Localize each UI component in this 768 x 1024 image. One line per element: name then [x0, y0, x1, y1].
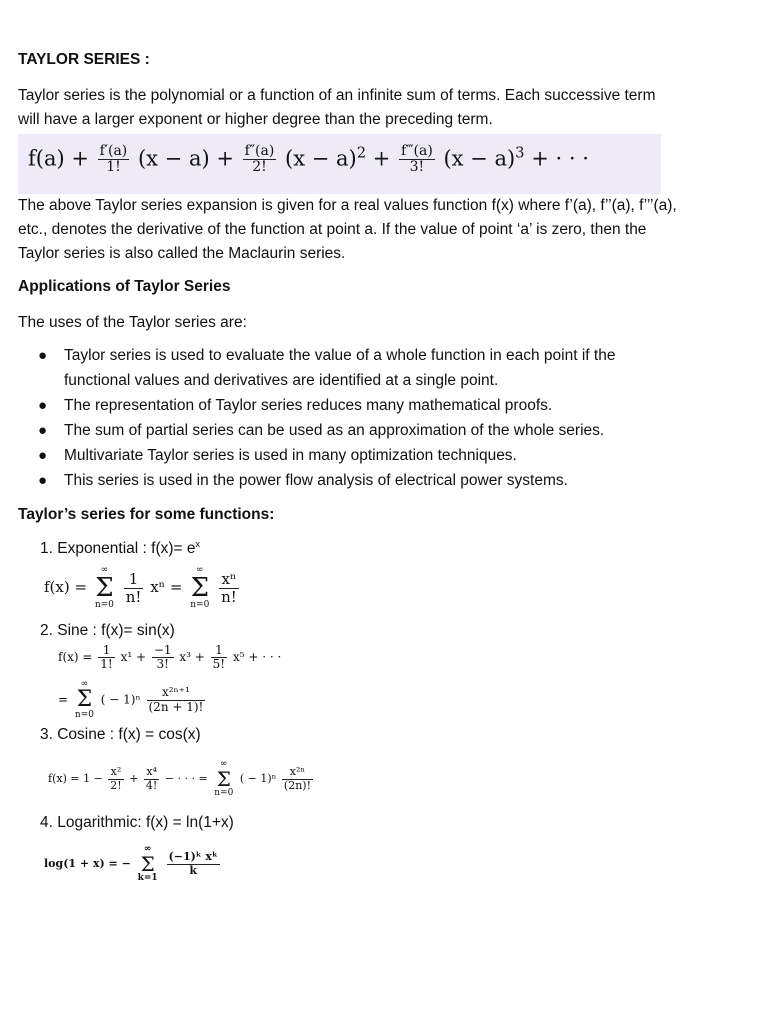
intro-paragraph: [18, 84, 753, 132]
sum-symbol: ∞ Σ k=1: [137, 844, 158, 883]
formula-fraction: $\frac{-1}{3!}$: [153, 643, 172, 672]
sine-formula-line-1: f(x) = $\frac{1}{1!}$ x¹ + $\frac{-1}{3!}$ x³ + $\frac{1}{5!}$ x⁵ + · · ·: [58, 643, 282, 672]
formula-fraction: $\frac{f‴(a)}{3!}$: [401, 143, 433, 176]
formula-fraction: $\frac{\text{x²}}{2!}$: [110, 765, 122, 792]
formula-fraction: $\frac{1}{1!}$: [100, 643, 113, 672]
formula-fraction: $\frac{1}{n!}$: [125, 570, 142, 606]
bullet-icon: ●: [38, 347, 48, 364]
formula-fraction: $\frac{\text{x⁴}}{4!}$: [145, 765, 158, 792]
function-label-logarithmic: 4. Logarithmic: f(x) = ln(1+x): [40, 814, 234, 831]
formula-fraction: $\frac{1}{5!}$: [212, 643, 226, 672]
cosine-formula: f(x) = 1 − $\frac{\text{x²}}{2!}$ + $\frac{\text{x⁴}}{4!}$ − · · · = ∞ Σ n=0 ( − 1)ⁿ $\frac{\text{x²ⁿ}}{(2n)!}$: [48, 759, 311, 798]
formula-term: (x − a): [285, 146, 357, 171]
formula-fraction: $\frac{\text{(−1)ᵏ xᵏ}}{k}$: [168, 850, 218, 877]
formula-term: f(a) +: [28, 146, 89, 171]
taylor-formula-box: [18, 134, 661, 194]
exponential-formula: f(x) = ∞ Σ n=0 $\frac{1}{n!}$ xⁿ = ∞ Σ n=0 $\frac{\text{xⁿ}}{n!}$: [44, 565, 237, 610]
explanation-line: etc., denotes the derivative of the function at point a. If the value of point ‘a’ is zero, then the: [18, 221, 647, 238]
explanation-line: Taylor series is also called the Maclaurin series.: [18, 245, 346, 262]
bullet-icon: ●: [38, 397, 48, 414]
formula-fraction: $\frac{\text{x²ⁿ⁺¹}}{(2n + 1)!}$: [148, 685, 204, 714]
sum-symbol: ∞ Σ n=0: [94, 565, 114, 610]
document-page: TAYLOR SERIES : Taylor series is the polynomial or a function of an infinite sum of terms. Each successive term will have a larger exponent or higher degree than the preceding term. f(a) + $\frac{f'(a)}{1!}$ (x − a) + $\frac{f''(a)}{2!}$ $(x - a)^2$ + $\frac{f‴(a)}{3!}$ $(x - a)^3$ + · · · The above Taylor series expansion is given for a real values function f(x) where f’(a), f’’(a), f’’’(a), etc., denotes the derivative of the function at point a. If the value of point ‘a’ is zero, then the Taylor series is also called the Maclaurin series. Applications of Taylor Series The uses of the Taylor series are: ● Taylor series is used to evaluate the value of a whole function in each point if the functional values and derivatives are identified at a single point. ● The representation of Taylor series reduces many mathematical proofs. ● The sum of partial series can be used as an approximation of the whole series. ● Multivariate Taylor series is used in many optimization techniques. ● This series is used in the power flow analysis of electrical power systems. Taylor’s series for some functions: 1. Exponential : $f(x)= e^x$ f(x) = ∞ Σ n=0 $\frac{1}{n!}$ xⁿ = ∞ Σ n=0 $\frac{\text{xⁿ}}{n!}$ 2. Sine : f(x)= sin(x) f(x) = $\frac{1}{1!}$ x¹ + $\frac{-1}{3!}$ x³ + $\frac{1}{5!}$ x⁵ + · · · = ∞ Σ n=0 ( − 1)ⁿ $\frac{\text{x²ⁿ⁺¹}}{(2n + 1)!}$ 3. Cosine : f(x) = cos(x) f(x) = 1 − $\frac{\text{x²}}{2!}$ + $\frac{\text{x⁴}}{4!}$ − · · · = ∞ Σ n=0 ( − 1)ⁿ $\frac{\text{x²ⁿ}}{(2n)!}$ 4. Logarithmic: f(x) = ln(1+x) log(1 + x) = − ∞ Σ k=1 $\frac{\text{(−1)ᵏ xᵏ}}{k}$: [0, 0, 768, 1024]
sum-symbol: ∞ Σ n=0: [190, 565, 210, 610]
sum-symbol: ∞ Σ n=0: [214, 759, 234, 798]
formula-fraction: $\frac{\text{xⁿ}}{n!}$: [221, 570, 237, 606]
formula-term: + · · ·: [531, 146, 589, 171]
function-label-sine: 2. Sine : f(x)= sin(x): [40, 622, 175, 639]
uses-intro: The uses of the Taylor series are:: [18, 314, 247, 331]
taylor-series-formula: [28, 144, 589, 176]
bullet-icon: ●: [38, 447, 48, 464]
formula-term: (x − a) +: [137, 146, 234, 171]
formula-term: (x − a): [443, 146, 516, 171]
bullet-icon: ●: [38, 472, 48, 489]
formula-exponent: 2: [356, 144, 367, 162]
bullet-icon: ●: [38, 422, 48, 439]
formula-fraction: $\frac{\text{x²ⁿ}}{(2n)!}$: [283, 765, 311, 792]
formula-fraction: $\frac{f'(a)}{1!}$: [99, 143, 128, 176]
intro-line: will have a larger exponent or higher degree than the preceding term.: [18, 111, 493, 128]
formula-fraction: $\frac{f''(a)}{2!}$: [244, 143, 275, 176]
sum-symbol: ∞ Σ n=0: [74, 679, 94, 720]
sine-formula-line-2: = ∞ Σ n=0 ( − 1)ⁿ $\frac{\text{x²ⁿ⁺¹}}{(2n + 1)!}$: [58, 679, 204, 720]
page-title: TAYLOR SERIES :: [18, 51, 150, 68]
formula-term: +: [372, 146, 391, 171]
function-label-cosine: 3. Cosine : f(x) = cos(x): [40, 726, 201, 743]
function-label-exponential: 1. Exponential : $f(x)= e^x$: [40, 539, 201, 558]
logarithmic-formula: log(1 + x) = − ∞ Σ k=1 $\frac{\text{(−1)ᵏ xᵏ}}{k}$: [44, 844, 218, 883]
formula-exponent: 3: [515, 144, 525, 162]
applications-heading: Applications of Taylor Series: [18, 278, 231, 295]
explanation-line: The above Taylor series expansion is given for a real values function f(x) where f’(a), f’’(a), f’’’(a),: [18, 197, 677, 214]
explanation-paragraph: [18, 194, 758, 266]
intro-line: Taylor series is the polynomial or a function of an infinite sum of terms. Each successive term: [18, 87, 656, 104]
functions-heading: Taylor’s series for some functions:: [18, 506, 275, 523]
